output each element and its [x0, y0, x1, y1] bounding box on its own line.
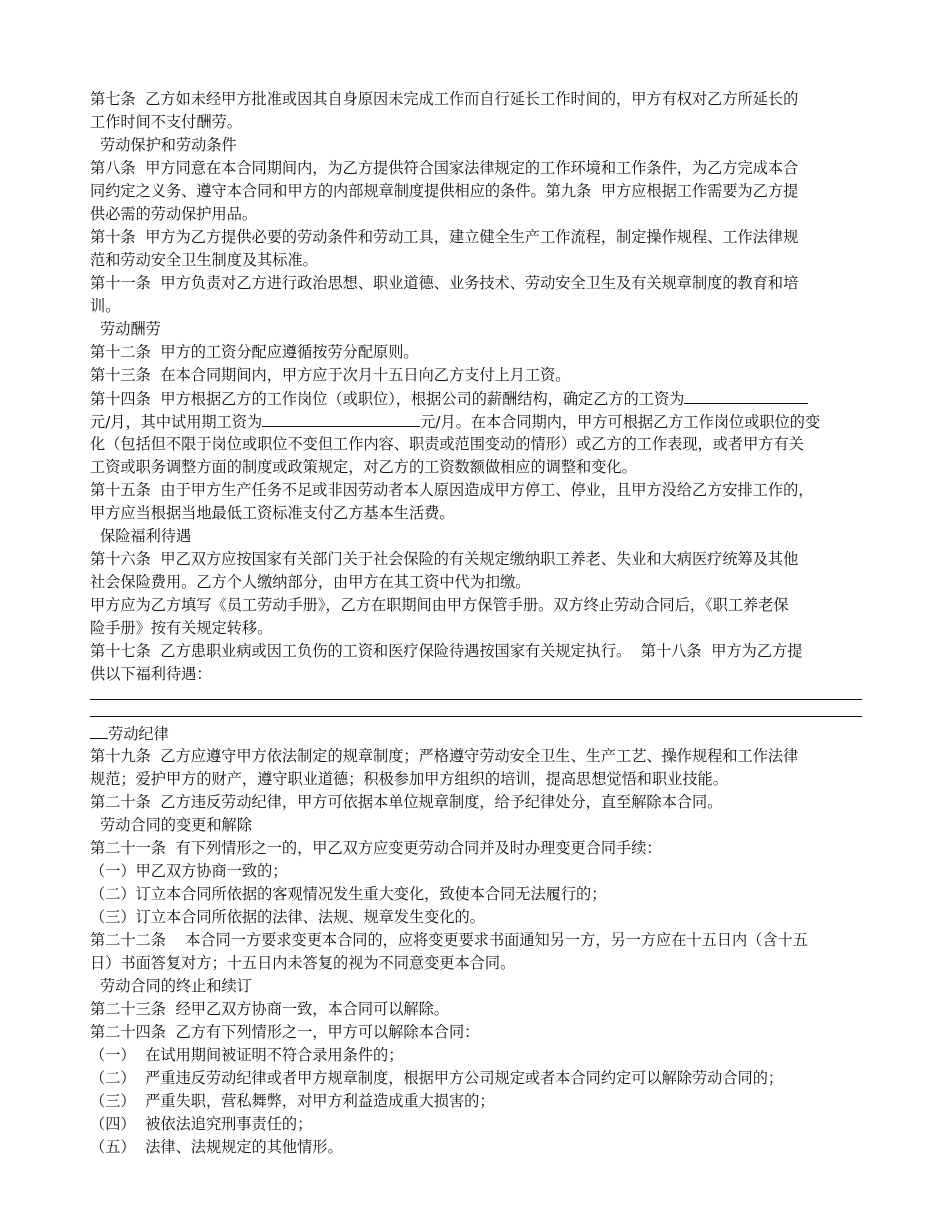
article-14-line-3: 化（包括但不限于岗位或职位不变但工作内容、职责或范围变动的情形）或乙方的工作表现，或者甲方有关 [90, 435, 804, 453]
article-21-line: 第二十一条 有下列情形之一的，甲乙双方应变更劳动合同并及时办理变更合同手续： [90, 839, 662, 857]
article-24-item-4: （四） 被依法追究刑事责任的； [90, 1115, 313, 1133]
article-18-line: 供以下福利待遇： [90, 665, 212, 683]
section-heading-contract-change: 劳动合同的变更和解除 [100, 816, 252, 834]
article-12-line: 第十二条 甲方的工资分配应遵循按劳分配原则。 [90, 343, 419, 361]
section-heading-labor-discipline-line [90, 722, 862, 745]
article-7-line-1: 第七条 乙方如未经甲方批准或因其自身原因未完成工作而自行延长工作时间的，甲方有权对乙方所延长的 [90, 90, 799, 108]
article-14-line-4: 工资或职务调整方面的制度或政策规定，对乙方的工资数额做相应的调整和变化。 [90, 458, 637, 476]
welfare-blank-line-2[interactable] [90, 700, 862, 717]
article-8-line-2: 同约定之义务、遵守本合同和甲方的内部规章制度提供相应的条件。第九条 甲方应根据工作需要为乙方提 [90, 182, 799, 200]
article-21-item-3: （三）订立本合同所依据的法律、法规、规章发生变化的。 [90, 908, 485, 926]
article-8-line-1: 第八条 甲方同意在本合同期间内，为乙方提供符合国家法律规定的工作环境和工作条件，为乙方完成本合 [90, 159, 799, 177]
probation-text: 元/月，其中试用期工资为 [90, 413, 263, 431]
section-heading-contract-termination: 劳动合同的终止和续订 [100, 977, 252, 995]
article-23-line: 第二十三条 经甲乙双方协商一致，本合同可以解除。 [90, 1000, 449, 1018]
article-11-line-2: 训。 [90, 297, 121, 315]
article-11-line-1: 第十一条 甲方负责对乙方进行政治思想、职业道德、业务技术、劳动安全卫生及有关规章制度的教育和培 [90, 274, 799, 292]
section-heading-labor-protection: 劳动保护和劳动条件 [100, 136, 237, 154]
salary-blank-field[interactable] [684, 387, 808, 404]
article-24-item-3: （三） 严重失职，营私舞弊，对甲方利益造成重大损害的； [90, 1092, 495, 1110]
article-16-line-3: 甲方应为乙方填写《员工劳动手册》，乙方在职期间由甲方保管手册。双方终止劳动合同后，《职工养老保 [90, 596, 789, 614]
article-17-line-1: 第十七条 乙方患职业病或因工负伤的工资和医疗保险待遇按国家有关规定执行。 第十八条 甲方为乙方提 [90, 642, 803, 660]
article-22-line-1: 第二十二条 本合同一方要求变更本合同的，应将变更要求书面通知另一方，另一方应在十五日内（含十五 [90, 931, 808, 949]
article-13-line: 第十三条 在本合同期间内，甲方应于次月十五日向乙方支付上月工资。 [90, 366, 571, 384]
article-15-line-1: 第十五条 由于甲方生产任务不足或非因劳动者本人原因造成甲方停工、停业，且甲方没给乙方安排工作的， [90, 481, 814, 499]
article-22-line-2: 日）书面答复对方；十五日内未答复的视为不同意变更本合同。 [90, 954, 516, 972]
article-24-item-2: （二） 严重违反劳动纪律或者甲方规章制度，根据甲方公司规定或者本合同约定可以解除劳动合同的； [90, 1069, 784, 1087]
article-9-line: 供必需的劳动保护用品。 [90, 205, 258, 223]
section-heading-labor-discipline: 劳动纪律 [108, 725, 169, 743]
article-16-line-1: 第十六条 甲乙双方应按国家有关部门关于社会保险的有关规定缴纳职工养老、失业和大病医疗统筹及其他 [90, 550, 799, 568]
article-7-line-2: 工作时间不支付酬劳。 [90, 113, 242, 131]
article-19-line-2: 规范；爱护甲方的财产，遵守职业道德；积极参加甲方组织的培训，提高思想觉悟和职业技能。 [90, 770, 728, 788]
welfare-blank-line-1[interactable] [90, 686, 862, 700]
article-10-line-1: 第十条 甲方为乙方提供必要的劳动条件和劳动工具，建立健全生产工作流程，制定操作规程、工作法律规 [90, 228, 799, 246]
article-14-line-1 [90, 387, 862, 410]
article-14-text-cont: 元/月。在本合同期内，甲方可根据乙方工作岗位或职位的变 [420, 413, 821, 431]
article-14-line-2 [90, 410, 862, 433]
article-14-text: 第十四条 甲方根据乙方的工作岗位（或职位），根据公司的薪酬结构，确定乙方的工资为 [90, 390, 685, 408]
article-20-line: 第二十条 乙方违反劳动纪律，甲方可依据本单位规章制度，给予纪律处分，直至解除本合同。 [90, 793, 723, 811]
contract-document [90, 88, 862, 1159]
probation-salary-blank-field[interactable] [262, 410, 420, 427]
article-16-line-4: 险手册》按有关规定转移。 [90, 619, 273, 637]
article-24-item-1: （一） 在试用期间被证明不符合录用条件的； [90, 1046, 404, 1064]
article-24-item-5: （五） 法律、法规规定的其他情形。 [90, 1138, 343, 1156]
article-21-item-2: （二）订立本合同所依据的客观情况发生重大变化，致使本合同无法履行的； [90, 885, 607, 903]
article-10-line-2: 范和劳动安全卫生制度及其标准。 [90, 251, 318, 269]
article-19-line-1: 第十九条 乙方应遵守甲方依法制定的规章制度；严格遵守劳动安全卫生、生产工艺、操作规程和工作法律 [90, 747, 799, 765]
article-21-item-1: （一）甲乙双方协商一致的； [90, 862, 288, 880]
article-16-line-2: 社会保险费用。乙方个人缴纳部分，由甲方在其工资中代为扣缴。 [90, 573, 531, 591]
article-24-line: 第二十四条 乙方有下列情形之一，甲方可以解除本合同： [90, 1023, 480, 1041]
section-heading-insurance-welfare: 保险福利待遇 [100, 527, 192, 545]
article-15-line-2: 甲方应当根据当地最低工资标准支付乙方基本生活费。 [90, 504, 455, 522]
section-heading-remuneration: 劳动酬劳 [100, 320, 161, 338]
discipline-blank-prefix[interactable] [90, 722, 108, 739]
